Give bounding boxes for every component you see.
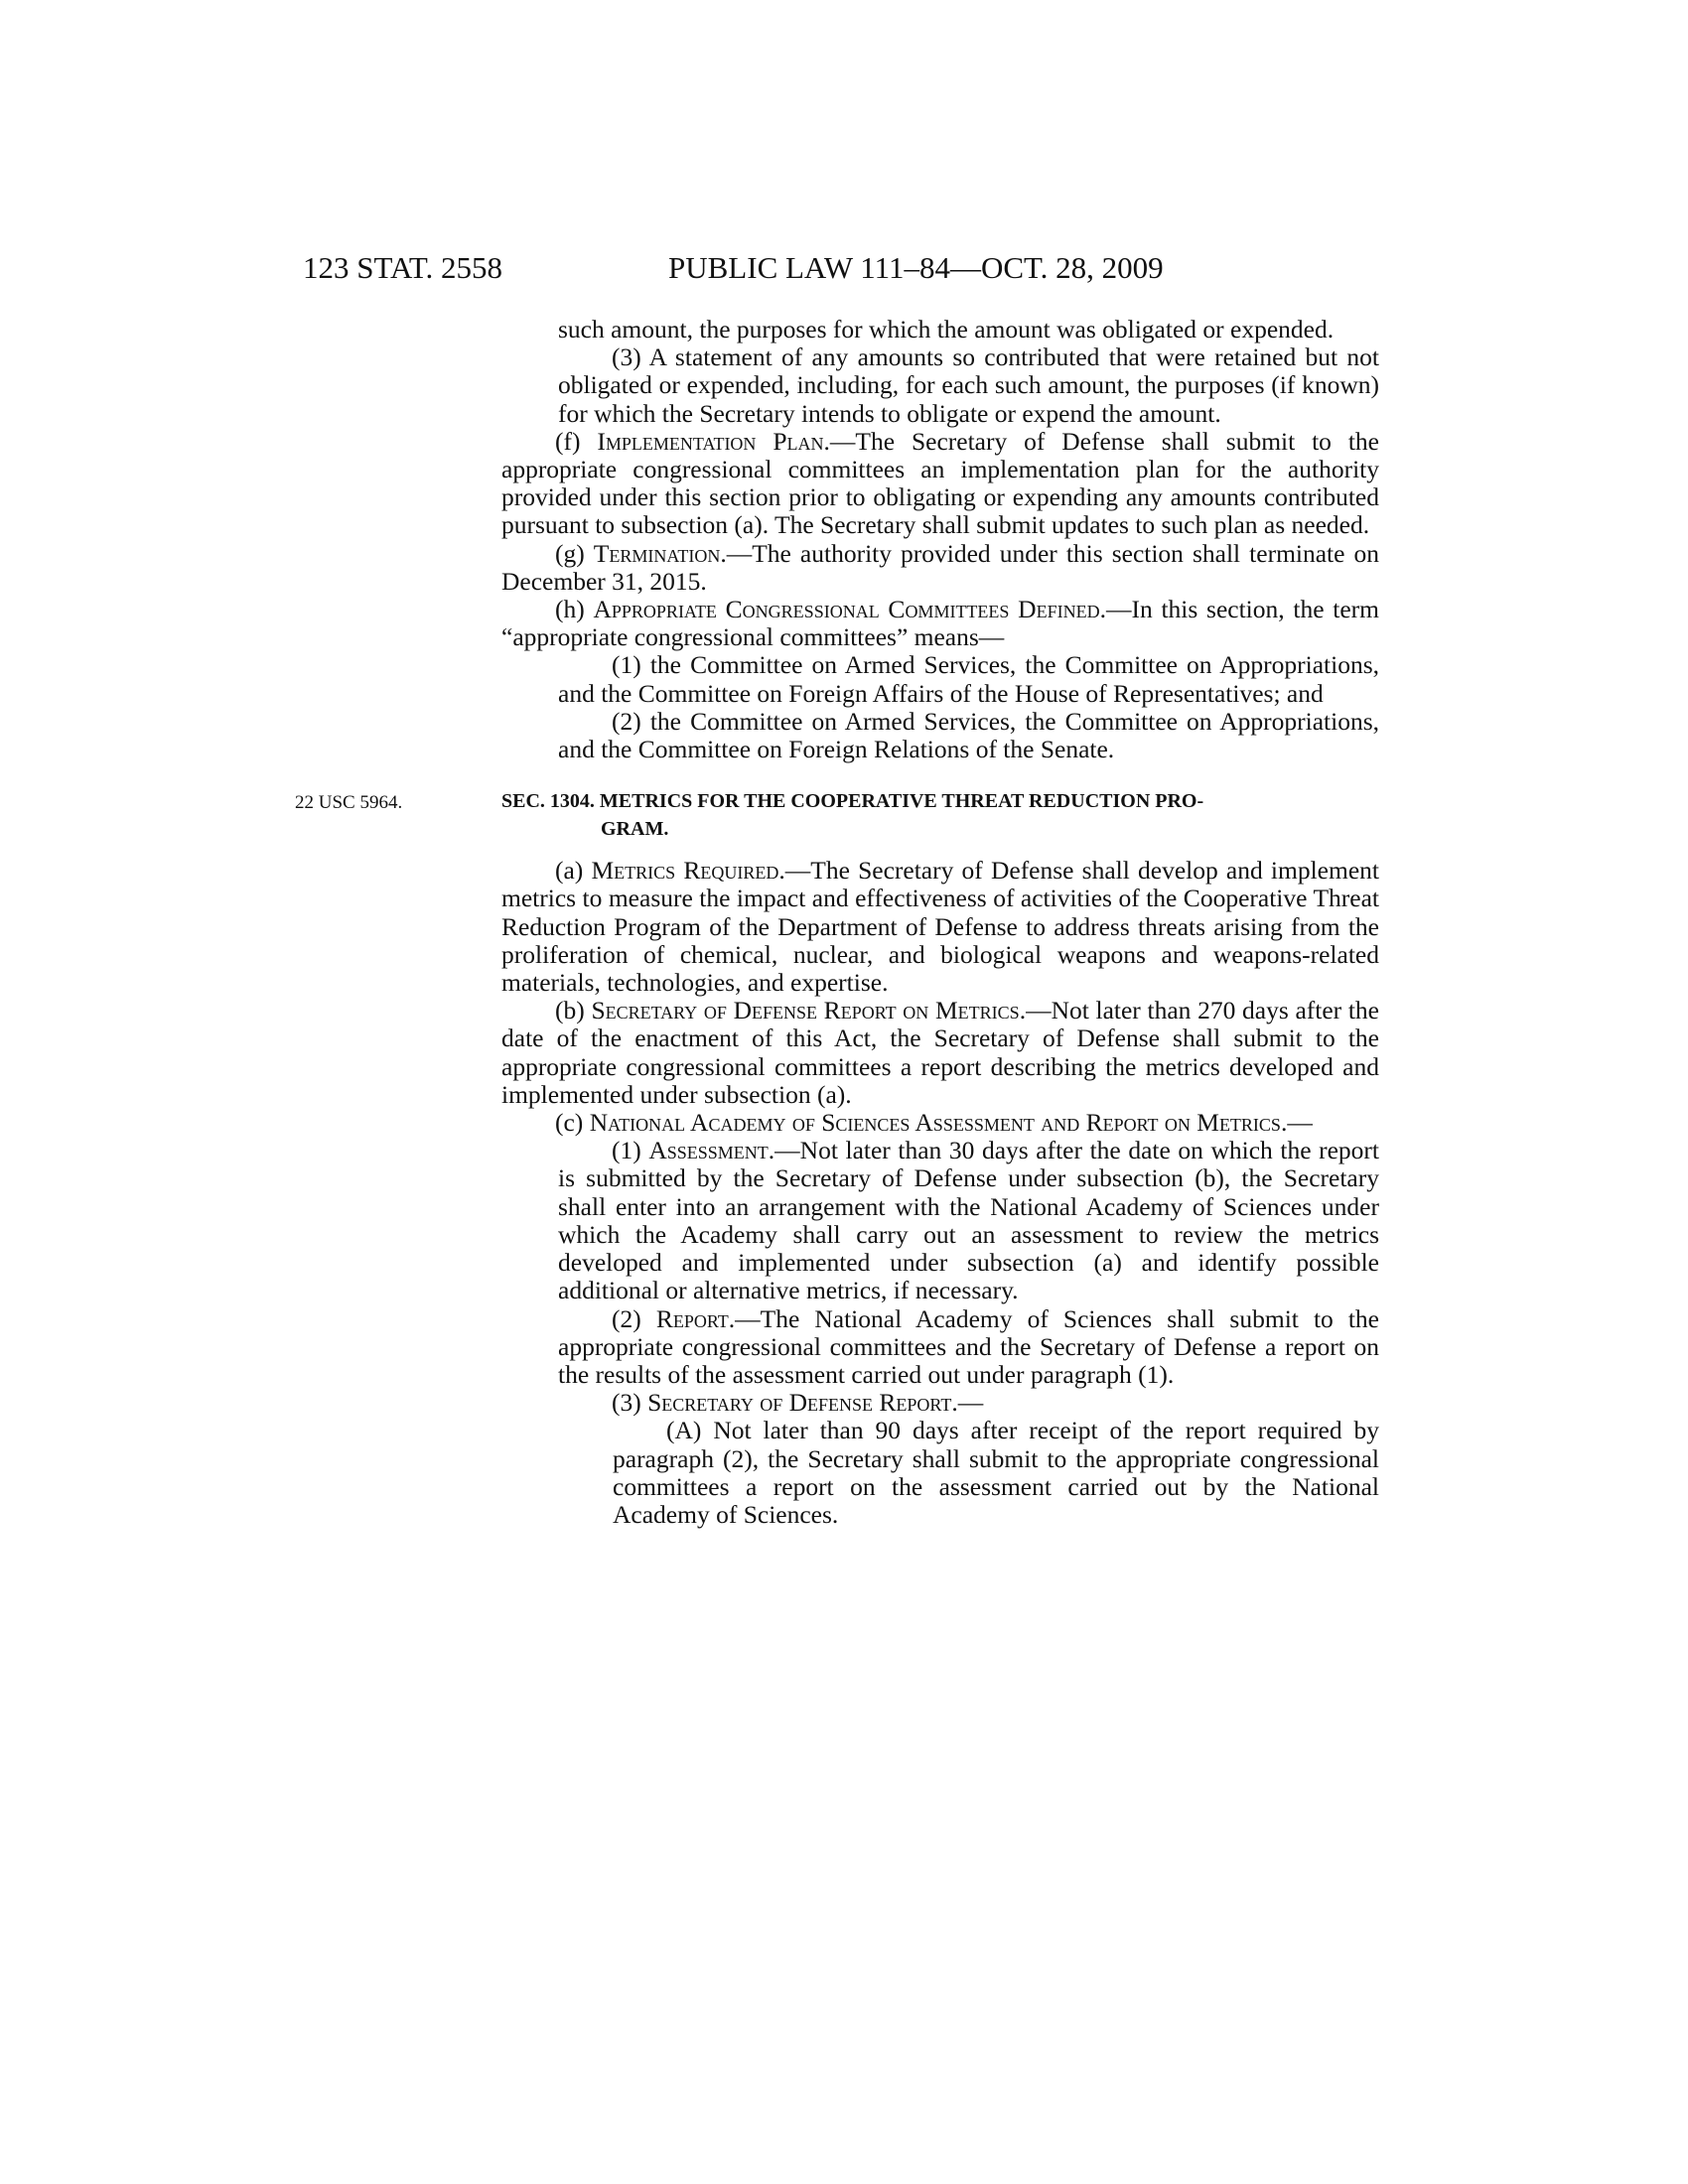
subsection-f [501, 428, 1379, 540]
page-header [303, 250, 1395, 290]
subsection-h [501, 596, 1379, 651]
section-title-line-2: GRAM. [601, 818, 669, 841]
subsection-b-heading: Secretary of Defense Report on Metrics [591, 996, 1020, 1025]
paragraph-c2-heading: Report [655, 1303, 729, 1333]
subsection-f-lead: (f) [555, 426, 598, 456]
subsection-a-heading: Metrics Required [591, 856, 779, 886]
subsection-g-lead: (g) [555, 538, 594, 568]
paragraph-c1-lead: (1) [612, 1136, 649, 1165]
paragraph-c3-text: .— [951, 1388, 984, 1418]
paragraph-c1-heading: Assessment [648, 1136, 769, 1165]
subsection-f-heading: Implementation Plan [597, 426, 824, 456]
subsection-h-heading: Appropriate Congressional Committees Defined [593, 595, 1100, 624]
paragraph-c1-text: .—Not later than 30 days after the date on which the report is submitted by the Secretary of Defense under subsection (b), the Secretary shall enter into an arrangement with the National Academy of Sciences under which the Academy shall carry out an assessment to review the metrics developed and implemented under subsection (a) and identify possible additional or alternative metrics, if necessary. [558, 1136, 1379, 1305]
paragraph-c3-lead: (3) [612, 1388, 648, 1418]
paragraph-h2: (2) the Committee on Armed Services, the Committee on Appropriations, and the Committee on Foreign Relations of the Senate. [558, 706, 1379, 764]
subsection-g-heading: Termination [593, 538, 721, 568]
subsection-b-text: .—Not later than 270 days after the date of the enactment of this Act, the Secretary of Defense shall submit to the appropriate congressional committees a report describing the metrics developed and implemented under subsection (a). [501, 996, 1380, 1109]
subsection-c-text: .— [1280, 1108, 1313, 1138]
subsection-c-lead: (c) [555, 1108, 590, 1138]
subsection-b [501, 997, 1379, 1109]
section-title [501, 787, 1379, 843]
subsection-g [501, 540, 1379, 596]
stat-page-number: 123 STAT. 2558 [303, 250, 503, 285]
section-title-line-1: SEC. 1304. METRICS FOR THE COOPERATIVE THREAT REDUCTION PRO- [501, 790, 1204, 813]
subsection-a [501, 857, 1379, 997]
document-body [295, 315, 1380, 1529]
subsection-a-text: .—The Secretary of Defense shall develop and implement metrics to measure the impact and effectiveness of activities of the Cooperative Threat Reduction Program of the Department of Defense to address threats arising from the proliferation of chemical, nuclear, and biological weapons and weapons-related materials, technologies, and expertise. [501, 856, 1379, 998]
paragraph-c3 [558, 1389, 1379, 1417]
paragraph-c2 [558, 1305, 1379, 1390]
subsection-h-lead: (h) [555, 595, 594, 624]
subsection-b-lead: (b) [555, 996, 592, 1025]
paragraph-c2-lead: (2) [612, 1303, 656, 1333]
subsection-f-text: .—The Secretary of Defense shall submit to the appropriate congressional committees an implementation plan for the authority provided under this section prior to obligating or expending any amounts contributed pursuant to subsection (a). The Secretary shall submit updates to such plan as needed. [501, 426, 1379, 540]
paragraph-c1 [558, 1137, 1379, 1304]
subsection-c-heading: National Academy of Sciences Assessment and Report on Metrics [589, 1108, 1281, 1138]
paragraph-h1: (1) the Committee on Armed Services, the Committee on Appropriations, and the Committee on Foreign Affairs of the House of Representatives; and [558, 650, 1379, 708]
paragraph-c3-heading: Secretary of Defense Report [647, 1388, 952, 1418]
subsection-h-text: .—In this section, the term “appropriate congressional committees” means— [501, 595, 1380, 652]
paragraph-e3: (3) A statement of any amounts so contributed that were retained but not obligated or expended, including, for each such amount, the purposes (if known) for which the Secretary intends to obligate or expend the amount. [558, 342, 1379, 428]
subparagraph-c3a: (A) Not later than 90 days after receipt of the report required by paragraph (2), the Secretary shall submit to the appropriate congressional committees a report on the assessment carried out by the National Academy of Sciences. [613, 1416, 1379, 1529]
subsection-a-lead: (a) [555, 856, 592, 886]
section-heading-block [295, 787, 1379, 843]
usc-margin-note: 22 USC 5964. [295, 792, 403, 814]
paragraph-continuation: such amount, the purposes for which the amount was obligated or expended. [558, 315, 1335, 343]
public-law-title: PUBLIC LAW 111–84—OCT. 28, 2009 [668, 250, 1164, 285]
paragraph-c2-text: .—The National Academy of Sciences shall submit to the appropriate congressional committees and the Secretary of Defense a report on the results of the assessment carried out under paragraph (1). [558, 1303, 1380, 1389]
subsection-g-text: .—The authority provided under this section shall terminate on December 31, 2015. [501, 538, 1379, 596]
subsection-c [501, 1109, 1379, 1137]
